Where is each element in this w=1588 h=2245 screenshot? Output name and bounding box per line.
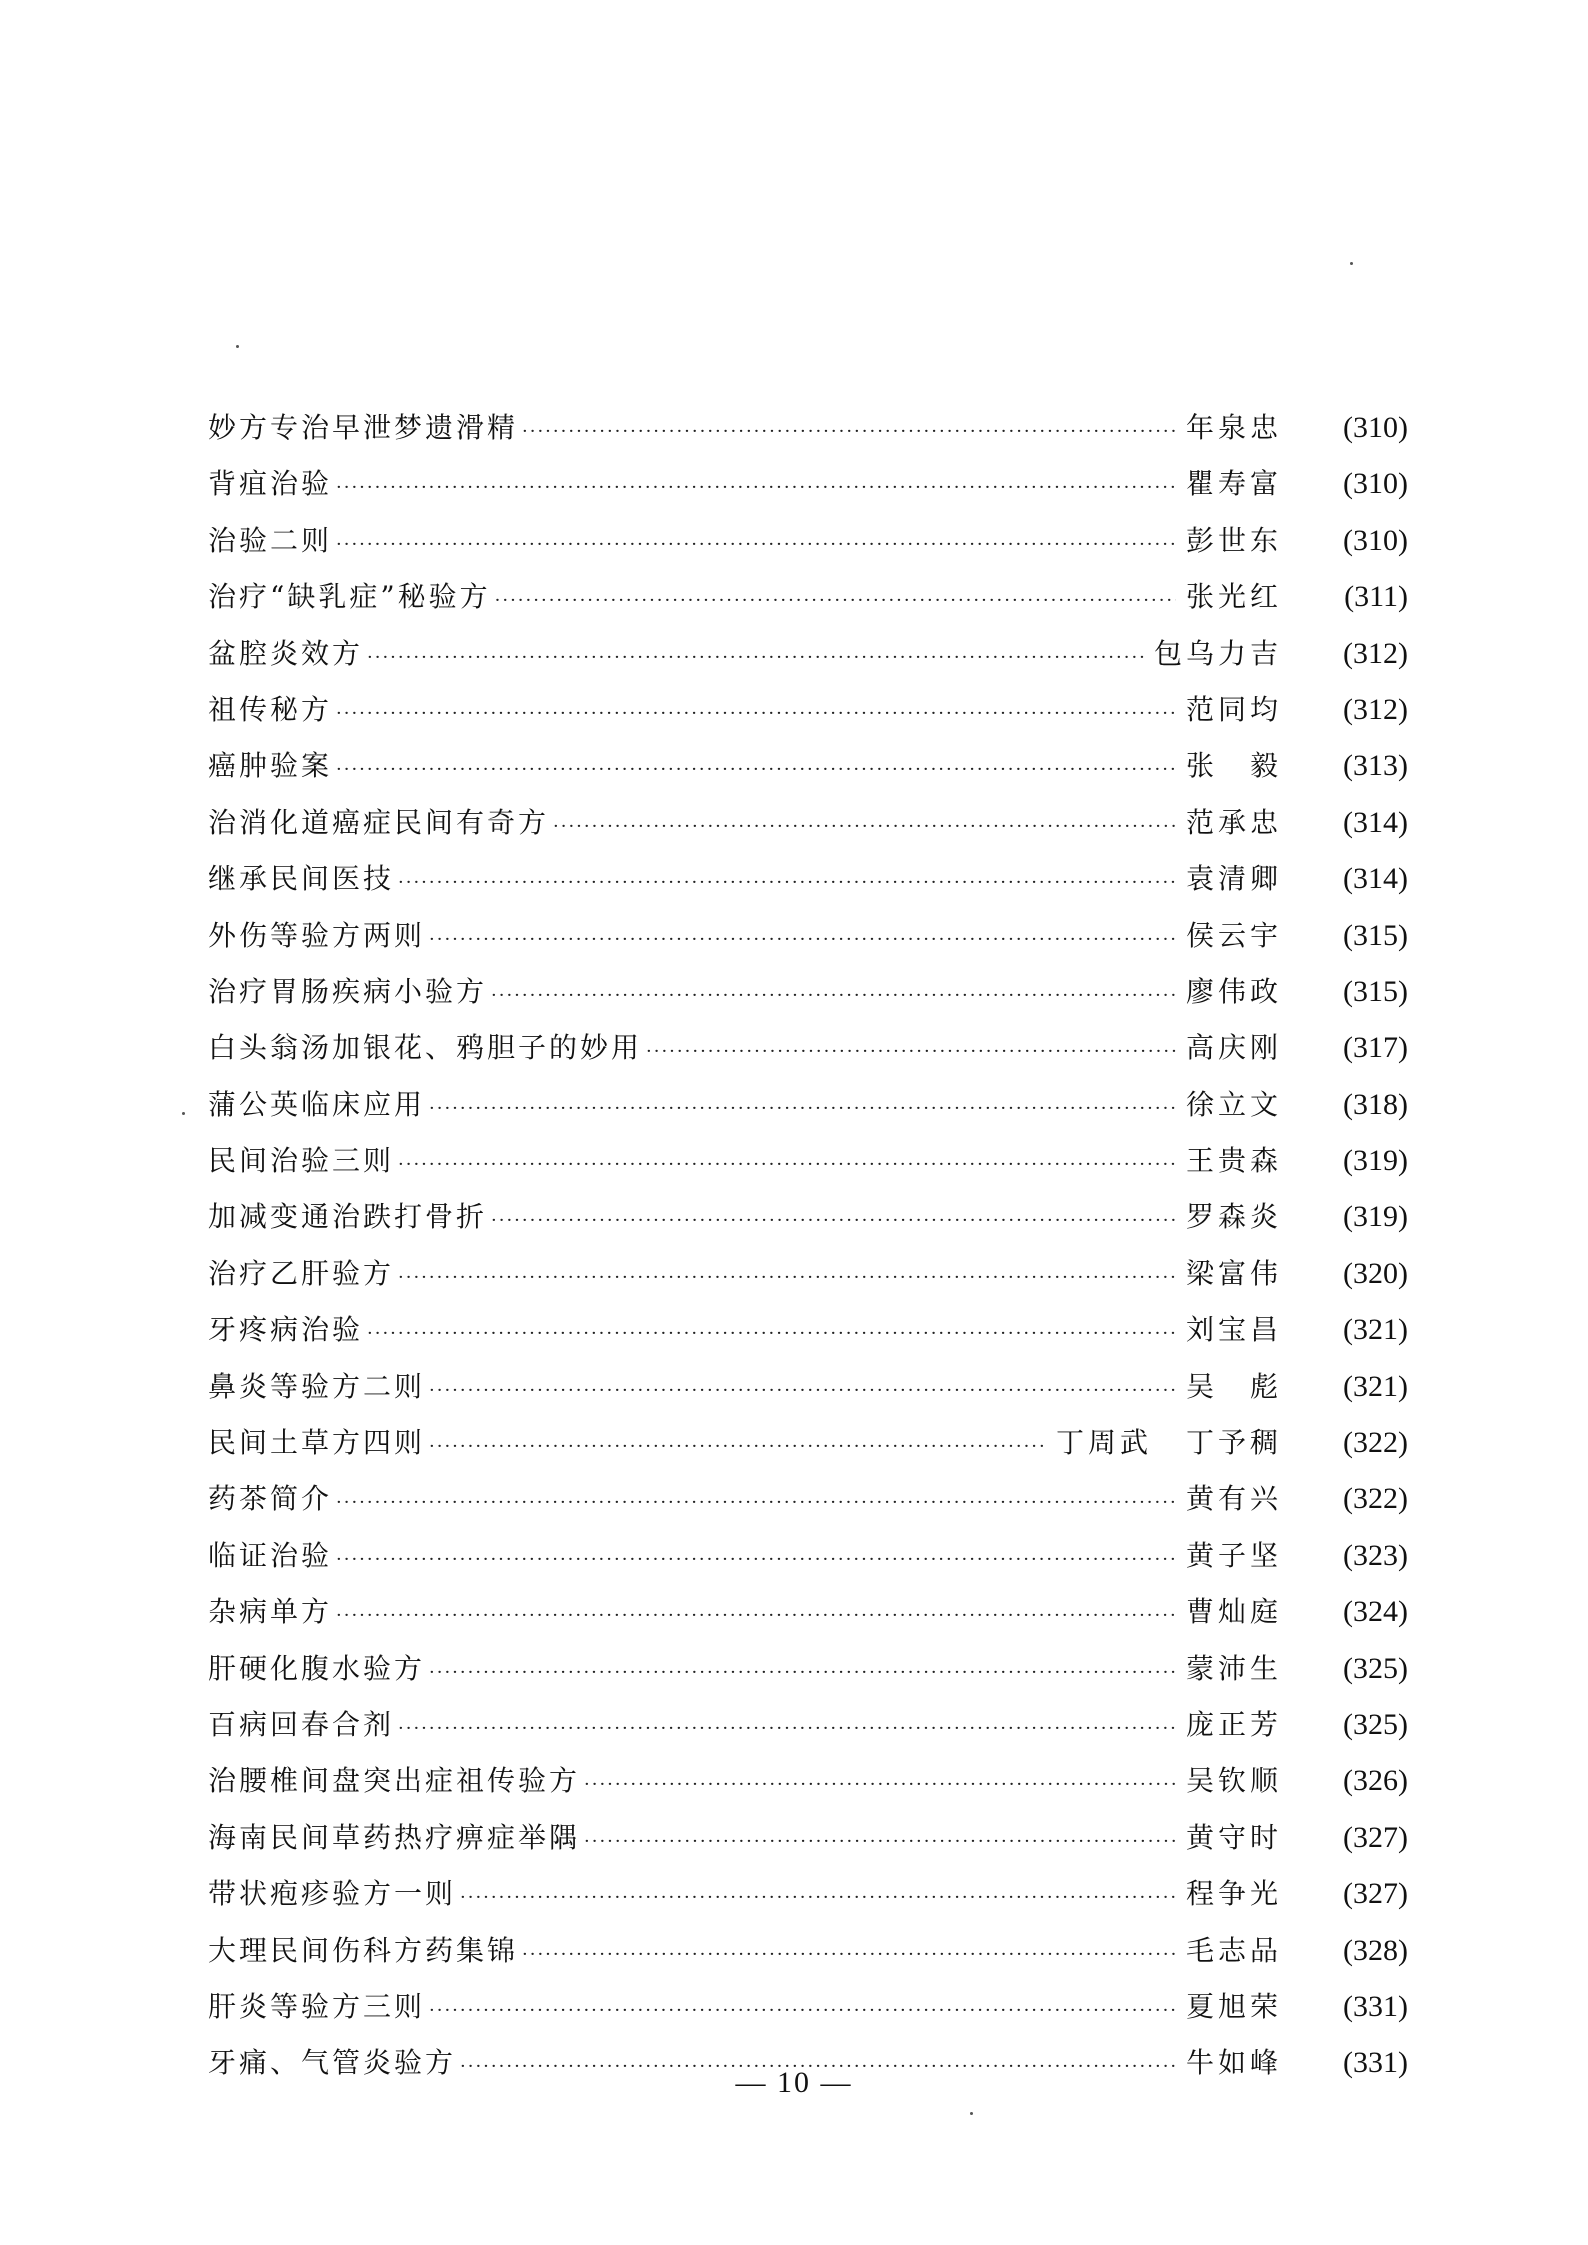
toc-entry (208, 908, 1408, 964)
toc-entry-author: 廖伟政 (1185, 974, 1282, 1008)
toc-dot-leader (398, 1250, 1176, 1306)
toc-entry (208, 1923, 1408, 1979)
toc-dot-leader (398, 855, 1176, 911)
toc-dot-leader (336, 517, 1176, 573)
toc-entry-title: 蒲公英临床应用 (208, 1087, 426, 1121)
toc-dot-leader (584, 1757, 1176, 1813)
toc-entry (208, 1020, 1408, 1076)
toc-dot-leader (336, 742, 1176, 798)
scan-speck (236, 345, 239, 348)
toc-entry-author: 吴钦顺 (1185, 1764, 1282, 1798)
toc-entry-page: (323) (1343, 1538, 1408, 1572)
toc-entry-title: 继承民间医技 (208, 862, 395, 896)
toc-entry-page: (319) (1343, 1200, 1408, 1234)
toc-dot-leader (429, 912, 1176, 968)
toc-entry-author: 牛如峰 (1185, 2046, 1282, 2080)
toc-dot-leader (336, 1532, 1176, 1588)
toc-entry-title: 背疽治验 (208, 467, 333, 501)
toc-entry-author: 侯云宇 (1185, 918, 1282, 952)
toc-entry-title: 牙痛、气管炎验方 (208, 2046, 457, 2080)
toc-entry-page: (326) (1343, 1764, 1408, 1798)
toc-dot-leader (522, 404, 1176, 460)
toc-entry-page: (315) (1343, 974, 1408, 1008)
toc-dot-leader (522, 1927, 1176, 1983)
table-of-contents (208, 400, 1408, 2092)
scan-speck (970, 2112, 973, 2115)
toc-dot-leader (429, 1419, 1046, 1475)
toc-entry-author: 蒙沛生 (1185, 1651, 1282, 1685)
toc-entry-title: 大理民间伤科方药集锦 (208, 1933, 519, 1967)
toc-entry-author: 彭世东 (1185, 523, 1282, 557)
toc-entry-author: 毛志品 (1185, 1933, 1282, 1967)
toc-entry-title: 治验二则 (208, 523, 333, 557)
toc-dot-leader (336, 460, 1176, 516)
toc-entry-author: 黄子坚 (1185, 1538, 1282, 1572)
toc-entry (208, 1246, 1408, 1302)
toc-entry (208, 400, 1408, 456)
toc-entry (208, 1979, 1408, 2035)
toc-entry-title: 癌肿验案 (208, 749, 333, 783)
toc-entry-page: (321) (1343, 1369, 1408, 1403)
toc-entry-coauthor: 丁周武 (1055, 1426, 1152, 1460)
toc-entry (208, 626, 1408, 682)
toc-entry-page: (331) (1343, 2046, 1408, 2080)
toc-entry-title: 治疗胃肠疾病小验方 (208, 974, 488, 1008)
toc-entry (208, 1810, 1408, 1866)
toc-entry-page: (311) (1344, 580, 1408, 614)
toc-entry-author: 年泉忠 (1185, 411, 1282, 444)
toc-entry (208, 1641, 1408, 1697)
toc-entry-author: 张 毅 (1185, 749, 1282, 783)
toc-entry (208, 456, 1408, 512)
toc-entry-title: 治疗“缺乳症”秘验方 (208, 580, 491, 614)
toc-entry-page: (312) (1343, 636, 1408, 670)
toc-entry (208, 1415, 1408, 1471)
toc-entry-page: (327) (1343, 1820, 1408, 1854)
toc-entry-title: 盆腔炎效方 (208, 636, 364, 670)
toc-dot-leader (398, 1137, 1176, 1193)
toc-entry-page: (320) (1343, 1256, 1408, 1290)
toc-entry-author: 程争光 (1185, 1877, 1282, 1911)
toc-entry-author: 袁清卿 (1185, 862, 1282, 896)
toc-entry-author: 吴 彪 (1185, 1369, 1282, 1403)
toc-dot-leader (336, 1588, 1176, 1644)
toc-entry-title: 杂病单方 (208, 1595, 333, 1629)
toc-entry-title: 带状疱疹验方一则 (208, 1877, 457, 1911)
toc-entry-author: 范承忠 (1185, 805, 1282, 839)
toc-entry-title: 海南民间草药热疗痹症举隅 (208, 1820, 581, 1854)
toc-entry-author: 梁富伟 (1185, 1256, 1282, 1290)
toc-entry-title: 外伤等验方两则 (208, 918, 426, 952)
toc-entry-title: 治疗乙肝验方 (208, 1256, 395, 1290)
toc-entry-title: 鼻炎等验方二则 (208, 1369, 426, 1403)
toc-entry-title: 临证治验 (208, 1538, 333, 1572)
toc-dot-leader (429, 1645, 1176, 1701)
toc-entry-author: 黄有兴 (1185, 1482, 1282, 1516)
toc-entry-title: 祖传秘方 (208, 692, 333, 726)
toc-entry (208, 682, 1408, 738)
toc-entry (208, 851, 1408, 907)
toc-entry-title: 民间土草方四则 (208, 1426, 426, 1460)
toc-entry-title: 治腰椎间盘突出症祖传验方 (208, 1764, 581, 1798)
toc-entry-author: 丁予稠 (1185, 1426, 1282, 1460)
toc-entry-author: 范同均 (1185, 692, 1282, 726)
toc-entry-title: 肝硬化腹水验方 (208, 1651, 426, 1685)
toc-entry (208, 1077, 1408, 1133)
toc-entry (208, 1133, 1408, 1189)
toc-entry-page: (331) (1343, 1989, 1408, 2023)
toc-dot-leader (584, 1814, 1176, 1870)
toc-entry-page: (314) (1343, 862, 1408, 896)
toc-entry-page: (325) (1343, 1707, 1408, 1741)
toc-entry-author: 高庆刚 (1185, 1031, 1282, 1065)
toc-entry (208, 1359, 1408, 1415)
toc-entry-title: 妙方专治早泄梦遗滑精 (208, 411, 519, 444)
toc-entry-title: 加减变通治跌打骨折 (208, 1200, 488, 1234)
page-number: — 10 — (735, 2066, 853, 2099)
toc-dot-leader (491, 1193, 1176, 1249)
toc-entry-title: 百病回春合剂 (208, 1707, 395, 1741)
toc-dot-leader (646, 1024, 1176, 1080)
toc-entry (208, 1528, 1408, 1584)
toc-entry (208, 1471, 1408, 1527)
toc-entry-page: (321) (1343, 1313, 1408, 1347)
toc-entry-title: 肝炎等验方三则 (208, 1989, 426, 2023)
toc-entry-author: 曹灿庭 (1185, 1595, 1282, 1629)
scan-speck (182, 1112, 185, 1115)
toc-dot-leader (553, 799, 1176, 855)
toc-entry (208, 1753, 1408, 1809)
toc-dot-leader (429, 1081, 1176, 1137)
toc-entry-page: (325) (1343, 1651, 1408, 1685)
toc-entry-page: (322) (1343, 1426, 1408, 1460)
scan-speck (1350, 262, 1353, 265)
toc-entry-author: 徐立文 (1185, 1087, 1282, 1121)
toc-entry-author: 黄守时 (1185, 1820, 1282, 1854)
toc-entry (208, 795, 1408, 851)
toc-entry-page: (322) (1343, 1482, 1408, 1516)
toc-dot-leader (429, 1363, 1176, 1419)
toc-entry-title: 民间治验三则 (208, 1144, 395, 1178)
toc-dot-leader (460, 1870, 1176, 1926)
toc-entry (208, 1584, 1408, 1640)
toc-entry-page: (318) (1343, 1087, 1408, 1121)
toc-dot-leader (429, 1983, 1176, 2039)
toc-entry-author: 张光红 (1185, 580, 1282, 614)
toc-entry-page: (317) (1343, 1031, 1408, 1065)
toc-entry (208, 964, 1408, 1020)
toc-entry (208, 738, 1408, 794)
toc-dot-leader (367, 630, 1144, 686)
toc-entry-author: 王贵森 (1185, 1144, 1282, 1178)
toc-dot-leader (491, 968, 1176, 1024)
toc-entry-page: (314) (1343, 805, 1408, 839)
toc-entry-title: 白头翁汤加银花、鸦胆子的妙用 (208, 1031, 643, 1065)
toc-dot-leader (367, 1306, 1176, 1362)
toc-entry-page: (328) (1343, 1933, 1408, 1967)
toc-entry-author: 包乌力吉 (1153, 636, 1282, 670)
toc-entry-author: 庞正芳 (1185, 1707, 1282, 1741)
toc-dot-leader (398, 1701, 1176, 1757)
toc-entry (208, 1866, 1408, 1922)
toc-entry-author: 刘宝昌 (1185, 1313, 1282, 1347)
toc-entry-page: (310) (1343, 523, 1408, 557)
toc-entry-author: 瞿寿富 (1185, 467, 1282, 501)
toc-entry-page: (312) (1343, 692, 1408, 726)
toc-entry-author: 罗森炎 (1185, 1200, 1282, 1234)
toc-dot-leader (336, 686, 1176, 742)
toc-entry-page: (315) (1343, 918, 1408, 952)
toc-entry-page: (310) (1343, 411, 1408, 444)
toc-entry-page: (319) (1343, 1144, 1408, 1178)
toc-entry (208, 513, 1408, 569)
toc-entry (208, 569, 1408, 625)
toc-entry-page: (310) (1343, 467, 1408, 501)
toc-entry (208, 1189, 1408, 1245)
toc-entry-page: (313) (1343, 749, 1408, 783)
toc-entry-author: 夏旭荣 (1185, 1989, 1282, 2023)
toc-entry-page: (327) (1343, 1877, 1408, 1911)
toc-entry-title: 治消化道癌症民间有奇方 (208, 805, 550, 839)
toc-entry (208, 1302, 1408, 1358)
toc-entry (208, 1697, 1408, 1753)
toc-entry-title: 药茶简介 (208, 1482, 333, 1516)
toc-dot-leader (336, 1475, 1176, 1531)
toc-dot-leader (495, 573, 1176, 629)
toc-entry-page: (324) (1343, 1595, 1408, 1629)
toc-entry-title: 牙疼病治验 (208, 1313, 364, 1347)
